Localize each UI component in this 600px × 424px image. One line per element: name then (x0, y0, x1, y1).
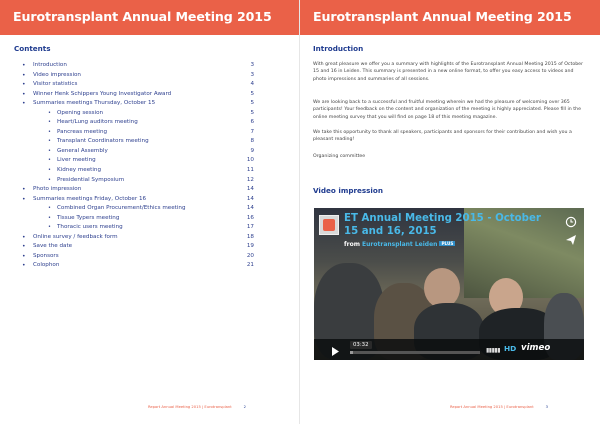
toc-entry-page: 19 (246, 243, 254, 250)
toc-entry-label[interactable]: Pancreas meeting (57, 128, 108, 135)
toc-entry[interactable] (14, 167, 254, 177)
left-footer-text: Report Annual Meeting 2015 | Eurotransplant (148, 405, 232, 409)
toc-bullet: • (48, 214, 51, 221)
left-page-number: 2 (243, 405, 247, 409)
play-icon[interactable] (327, 343, 343, 356)
video-progress-bar[interactable] (350, 351, 480, 354)
toc-bullet: • (22, 186, 26, 194)
toc-entry-page: 3 (250, 71, 254, 78)
video-time: 03:32 (350, 341, 372, 349)
video-impression-heading: Video impression (313, 186, 383, 195)
toc-bullet: • (48, 224, 51, 231)
toc-entry[interactable] (14, 243, 254, 253)
toc-entry-page: 9 (250, 147, 254, 154)
toc-entry-label[interactable]: Opening session (57, 109, 104, 116)
toc-entry-label[interactable]: Thoracic users meeting (57, 224, 123, 231)
clock-icon[interactable] (565, 216, 577, 228)
toc-bullet: • (48, 205, 51, 212)
toc-bullet: • (48, 138, 51, 145)
toc-entry-page: 14 (246, 186, 254, 193)
toc-entry-label[interactable]: Online survey / feedback form (33, 233, 118, 240)
video-controls (314, 339, 584, 360)
toc-bullet: • (22, 233, 26, 241)
toc-entry-page: 5 (250, 100, 254, 107)
video-title[interactable]: ET Annual Meeting 2015 - October 15 and 16, 2015 (344, 213, 541, 237)
toc-entry-page: 4 (250, 81, 254, 88)
video-byline (344, 241, 455, 248)
toc-entry-label[interactable]: Save the date (33, 243, 73, 250)
toc-entry[interactable] (14, 119, 254, 129)
toc-entry-label[interactable]: Sponsors (33, 252, 59, 259)
toc-bullet: • (22, 252, 26, 260)
toc-entry-page: 10 (246, 157, 254, 164)
toc-entry-page: 3 (250, 62, 254, 68)
toc-entry-label[interactable]: Presidential Symposium (57, 176, 125, 183)
share-icon[interactable] (565, 234, 577, 246)
toc-entry[interactable] (14, 72, 254, 82)
toc-bullet: • (48, 119, 51, 126)
toc-entry-label[interactable]: Summaries meetings Thursday, October 15 (33, 100, 156, 107)
toc-entry-page: 11 (246, 167, 254, 174)
video-audience-face (424, 268, 460, 308)
toc-entry-label[interactable]: Introduction (33, 62, 67, 68)
toc-entry[interactable] (14, 148, 254, 158)
volume-icon[interactable]: ▮▮▮▮▮ (486, 347, 501, 354)
toc-bullet: • (48, 109, 51, 116)
intro-paragraph-3: We take this opportunity to thank all speakers, participants and sponsors for their contribution and wish you a pleasant reading! (313, 130, 572, 143)
toc-bullet: • (22, 71, 26, 79)
vimeo-logo[interactable]: vimeo (521, 343, 551, 353)
toc-bullet: • (22, 90, 26, 98)
toc-entry[interactable] (14, 62, 254, 72)
toc-entry-label[interactable]: Combined Organ Procurement/Ethics meeting (57, 205, 186, 212)
toc-entry-page: 18 (246, 233, 254, 240)
toc-entry-page: 8 (250, 138, 254, 145)
toc-entry-label[interactable]: Liver meeting (57, 157, 96, 164)
right-page-number: 3 (545, 405, 549, 409)
toc-entry-label[interactable]: Tissue Typers meeting (57, 214, 120, 221)
toc-bullet: • (48, 157, 51, 164)
intro-paragraph-1: With great pleasure we offer you a summary with highlights of the Eurotransplant Annual Meeting 2015 of October 15 and 16 in Leiden. This summary is presented in a new online format, to offer you easy access to videos and photo impressions and summaries of all sessions. (313, 62, 583, 82)
toc-bullet: • (22, 62, 26, 69)
video-player[interactable] (314, 208, 584, 360)
toc-bullet: • (48, 176, 51, 183)
toc-entry-label[interactable]: Summaries meetings Friday, October 16 (33, 195, 147, 202)
toc-entry-page: 21 (246, 262, 254, 269)
hd-toggle[interactable]: HD (504, 344, 517, 353)
table-of-contents (14, 62, 254, 272)
left-page-footer (148, 405, 246, 409)
toc-entry-label[interactable]: Photo impression (33, 186, 82, 193)
intro-signature: Organizing committee (313, 154, 366, 159)
toc-entry-label[interactable]: Heart/Lung auditors meeting (57, 119, 138, 126)
toc-entry-label[interactable]: Colophon (33, 262, 60, 269)
toc-entry-page: 7 (250, 128, 254, 135)
toc-entry[interactable] (14, 196, 254, 206)
toc-bullet: • (48, 147, 51, 154)
toc-bullet: • (22, 262, 26, 270)
plus-badge: PLUS (441, 241, 454, 246)
left-page-banner-title: Eurotransplant Annual Meeting 2015 (13, 9, 272, 24)
right-page-footer (450, 405, 548, 409)
toc-entry[interactable] (14, 177, 254, 187)
toc-entry-page: 17 (246, 224, 254, 231)
toc-entry-page: 12 (246, 176, 254, 183)
intro-paragraph-2: We are looking back to a successful and fruitful meeting wherein we had the pleasure of welcoming over 365 participants! Your feedback on the content and organization of the meeting is highly appreciated. Please fill in the online meeting survey that you will find on page 18 of this meeting magazine. (313, 100, 581, 120)
toc-entry[interactable] (14, 224, 254, 234)
toc-entry-page: 5 (250, 90, 254, 97)
toc-entry-page: 5 (250, 109, 254, 116)
toc-bullet: • (22, 81, 26, 89)
left-page-banner (0, 0, 300, 35)
toc-entry-label[interactable]: Transplant Coordinators meeting (57, 138, 149, 145)
channel-avatar[interactable] (319, 215, 339, 235)
toc-entry[interactable] (14, 100, 254, 110)
toc-bullet: • (22, 100, 26, 108)
toc-bullet: • (48, 128, 51, 135)
toc-bullet: • (22, 195, 26, 203)
introduction-heading: Introduction (313, 44, 364, 53)
toc-entry-label[interactable]: Kidney meeting (57, 167, 102, 174)
toc-entry-page: 6 (250, 119, 254, 126)
toc-entry[interactable] (14, 234, 254, 244)
toc-entry[interactable] (14, 91, 254, 101)
toc-entry[interactable] (14, 215, 254, 225)
toc-entry[interactable] (14, 138, 254, 148)
toc-entry[interactable] (14, 129, 254, 139)
right-footer-text: Report Annual Meeting 2015 | Eurotransplant (450, 405, 534, 409)
toc-bullet: • (48, 167, 51, 174)
contents-heading: Contents (14, 44, 51, 53)
toc-entry-page: 14 (246, 195, 254, 202)
toc-entry-page: 14 (246, 205, 254, 212)
toc-entry[interactable] (14, 157, 254, 167)
toc-entry-page: 16 (246, 214, 254, 221)
video-progress-fill (350, 351, 353, 354)
video-from-prefix: from (344, 241, 360, 248)
toc-entry[interactable] (14, 81, 254, 91)
right-page-banner (300, 0, 600, 35)
toc-entry-label[interactable]: General Assembly (57, 147, 108, 154)
right-page-banner-title: Eurotransplant Annual Meeting 2015 (313, 9, 572, 24)
video-channel-link[interactable]: Eurotransplant Leiden (362, 241, 438, 248)
toc-entry[interactable] (14, 205, 254, 215)
toc-entry-label[interactable]: Visitor statistics (33, 81, 78, 88)
toc-entry-label[interactable]: Winner Henk Schippers Young Investigator Award (33, 90, 172, 97)
toc-entry[interactable] (14, 253, 254, 263)
toc-bullet: • (22, 243, 26, 251)
toc-entry[interactable] (14, 186, 254, 196)
toc-entry[interactable] (14, 262, 254, 272)
toc-entry-label[interactable]: Video impression (33, 71, 81, 78)
toc-entry-page: 20 (246, 252, 254, 259)
toc-entry[interactable] (14, 110, 254, 120)
